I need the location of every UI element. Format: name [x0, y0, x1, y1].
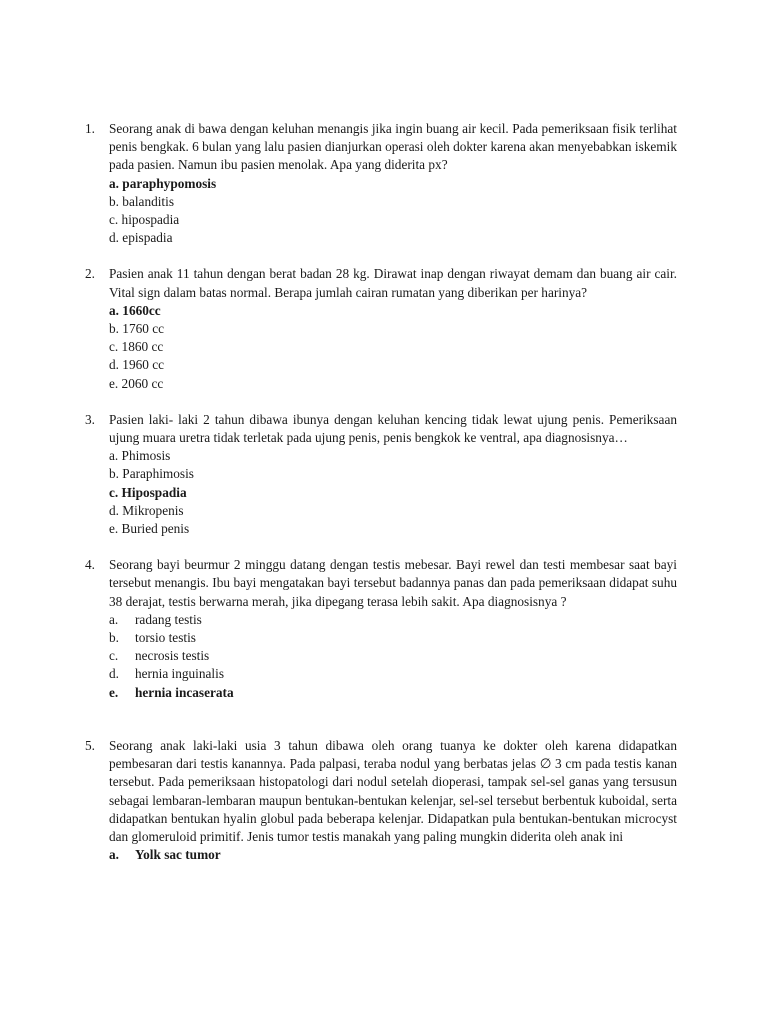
- option-c-correct: c. Hipospadia: [109, 484, 187, 500]
- option-c: c. 1860 cc: [109, 339, 164, 355]
- question-text: Pasien laki- laki 2 tahun dibawa ibunya dengan keluhan kencing tidak lewat ujung penis. Pemeriksaan ujung muara uretra tidak terletak pada ujung penis, penis bengkok ke ventral, apa diagnosisnya…: [109, 411, 677, 446]
- question-2: [85, 265, 677, 392]
- option-letter: d.: [109, 666, 119, 682]
- option-b: b. balanditis: [109, 193, 174, 209]
- option-a-correct: a. paraphypomosis: [109, 175, 217, 191]
- question-5: [85, 737, 677, 864]
- option-e: e. Buried penis: [109, 521, 190, 537]
- option-c: [109, 647, 677, 665]
- question-1: [85, 120, 677, 247]
- option-text: Yolk sac tumor: [135, 847, 221, 863]
- option-text: torsio testis: [135, 630, 196, 646]
- question-number: 4.: [85, 557, 95, 573]
- question-text: Seorang anak laki-laki usia 3 tahun dibawa oleh orang tuanya ke dokter oleh karena didapatkan pembesaran dari testis kanannya. Pada palpasi, teraba nodul yang berbatas jelas ∅ 3 cm pada testis kanan tersebut. Pada pemeriksaan histopatologi dari nodul setelah dioperasi, tampak sel-sel ganas yang tersusun sebagai lembaran-lembaran maupun bentukan-bentukan kelenjar, sel-sel tersebut berbentuk kuboidal, serta didapatkan bentukan hyalin globul pada beberapa kelenjar. Didapatkan pula bentukan-bentukan microcyst dan glomeruloid primitif. Jenis tumor testis manakah yang paling mungkin diderita oleh anak ini: [109, 737, 677, 844]
- option-text: hernia incaserata: [135, 684, 234, 700]
- option-letter: b.: [109, 630, 119, 646]
- option-letter: a.: [109, 847, 119, 863]
- option-letter: a.: [109, 611, 119, 627]
- option-c: c. hipospadia: [109, 212, 180, 228]
- question-text: Pasien anak 11 tahun dengan berat badan 28 kg. Dirawat inap dengan riwayat demam dan buang air cair. Vital sign dalam batas normal. Berapa jumlah cairan rumatan yang diberikan per harinya?: [109, 266, 677, 300]
- option-e: e. 2060 cc: [109, 375, 164, 391]
- option-b: [109, 629, 677, 647]
- option-e-correct: [109, 684, 677, 702]
- option-b: b. Paraphimosis: [109, 466, 194, 482]
- option-text: necrosis testis: [135, 648, 210, 664]
- question-4: [85, 556, 677, 702]
- document-page: [0, 120, 768, 864]
- option-d: d. epispadia: [109, 230, 173, 246]
- option-text: hernia inguinalis: [135, 666, 224, 682]
- question-text: Seorang bayi beurmur 2 minggu datang dengan testis mebesar. Bayi rewel dan testi membesar saat bayi tersebut menangis. Ibu bayi mengatakan bayi tersebut badannya panas dan pada pemeriksaan didapat suhu 38 derajat, testis berwarna merah, jika dipegang terasa lebih sakit. Apa diagnosisnya ?: [109, 557, 677, 609]
- option-d: [109, 665, 677, 683]
- option-a: a. Phimosis: [109, 448, 171, 464]
- option-b: b. 1760 cc: [109, 321, 165, 337]
- option-letter: e.: [109, 684, 119, 700]
- option-text: radang testis: [135, 611, 202, 627]
- question-number: 2.: [85, 266, 95, 282]
- question-3: [85, 411, 677, 538]
- option-letter: c.: [109, 648, 119, 664]
- option-a: [109, 611, 677, 629]
- question-number: 5.: [85, 737, 95, 753]
- option-a-correct: [109, 846, 677, 864]
- question-number: 1.: [85, 121, 95, 136]
- option-d: d. 1960 cc: [109, 357, 165, 373]
- question-number: 3.: [85, 411, 95, 427]
- option-a-correct: a. 1660cc: [109, 302, 161, 318]
- option-d: d. Mikropenis: [109, 502, 184, 518]
- question-text: Seorang anak di bawa dengan keluhan menangis jika ingin buang air kecil. Pada pemeriksaan fisik terlihat penis bengkak. 6 bulan yang lalu pasien dianjurkan operasi oleh dokter karena akan menyebabkan iskemik pada pasien. Namun ibu pasien menolak. Apa yang diderita px?: [109, 121, 677, 173]
